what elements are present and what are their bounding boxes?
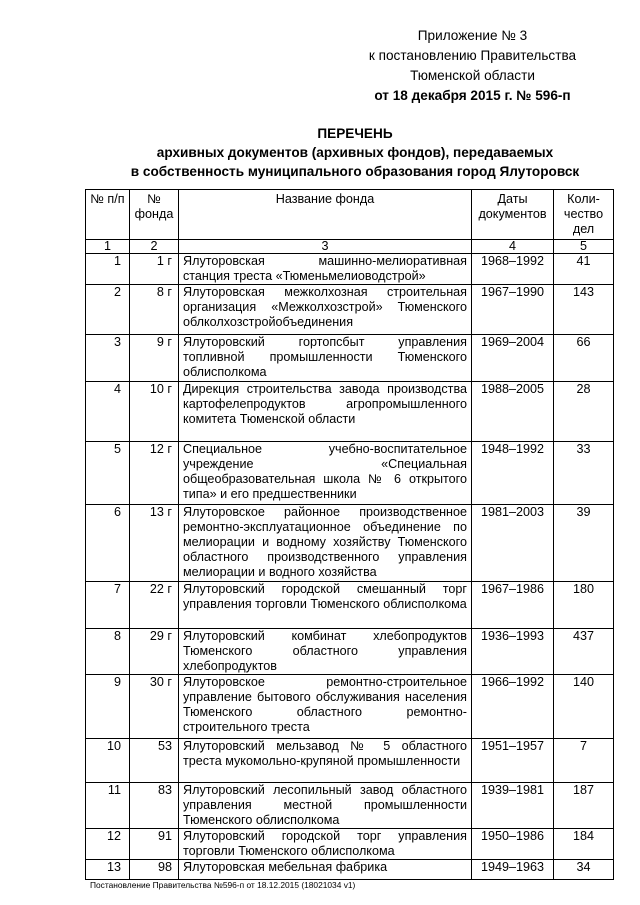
cell-cases: 187 <box>554 783 614 829</box>
table-row <box>86 505 614 582</box>
cell-cases: 28 <box>554 382 614 442</box>
table-row <box>86 629 614 675</box>
heading-line-2: архивных документов (архивных фондов), передаваемых <box>156 145 554 160</box>
cell-cases: 66 <box>554 335 614 382</box>
cell-name: Ялуторовское районное производственное ремонтно-эксплуатационное объединение по мелиорации и водному хозяйству Тюменского областного производственного управления мелиорации и водного хозяйства <box>179 505 472 582</box>
cell-num: 3 <box>86 335 130 382</box>
heading-title: ПЕРЕЧЕНЬ <box>317 126 393 141</box>
table-row <box>86 829 614 860</box>
col-number: 3 <box>179 240 472 254</box>
header-name: Название фонда <box>179 190 472 240</box>
cell-name: Ялуторовский комбинат хлебопродуктов Тюменского областного управления хлебопродуктов <box>179 629 472 675</box>
header-num: № п/п <box>86 190 130 240</box>
cell-num: 8 <box>86 629 130 675</box>
appendix-region: Тюменской области <box>410 68 535 83</box>
cell-dates: 1968–1992 <box>472 254 554 285</box>
cell-fond: 22 г <box>130 582 179 629</box>
cell-num: 12 <box>86 829 130 860</box>
header-cases: Коли-чество дел <box>554 190 614 240</box>
cell-fond: 98 <box>130 860 179 880</box>
table-row <box>86 285 614 335</box>
cell-cases: 39 <box>554 505 614 582</box>
cell-name: Ялуторовский городской смешанный торг управления торговли Тюменского облисполкома <box>179 582 472 629</box>
table-row <box>86 382 614 442</box>
footer-note: Постановление Правительства №596-п от 18.12.2015 (18021034 v1) <box>90 880 356 890</box>
table-row <box>86 739 614 783</box>
cell-cases: 34 <box>554 860 614 880</box>
table-row <box>86 860 614 880</box>
cell-cases: 7 <box>554 739 614 783</box>
table-column-numbers <box>86 240 614 254</box>
col-number: 2 <box>130 240 179 254</box>
cell-cases: 41 <box>554 254 614 285</box>
cell-dates: 1950–1986 <box>472 829 554 860</box>
cell-dates: 1981–2003 <box>472 505 554 582</box>
cell-dates: 1949–1963 <box>472 860 554 880</box>
cell-fond: 8 г <box>130 285 179 335</box>
cell-num: 13 <box>86 860 130 880</box>
cell-dates: 1939–1981 <box>472 783 554 829</box>
cell-num: 10 <box>86 739 130 783</box>
cell-cases: 143 <box>554 285 614 335</box>
cell-name: Ялуторовское ремонтно-строительное управление бытового обслуживания населения Тюменского областного ремонтно-строительного треста <box>179 675 472 739</box>
cell-num: 5 <box>86 442 130 505</box>
cell-num: 2 <box>86 285 130 335</box>
appendix-date: от 18 декабря 2015 г. № 596-п <box>374 88 571 103</box>
cell-dates: 1969–2004 <box>472 335 554 382</box>
cell-fond: 12 г <box>130 442 179 505</box>
cell-fond: 13 г <box>130 505 179 582</box>
table-header-row <box>86 190 614 240</box>
cell-num: 9 <box>86 675 130 739</box>
cell-fond: 9 г <box>130 335 179 382</box>
cell-fond: 29 г <box>130 629 179 675</box>
cell-name: Ялуторовский мельзавод № 5 областного треста мукомольно-крупяной промышленности <box>179 739 472 783</box>
table-row <box>86 254 614 285</box>
table-row <box>86 783 614 829</box>
table-row <box>86 582 614 629</box>
cell-dates: 1967–1986 <box>472 582 554 629</box>
col-number: 5 <box>554 240 614 254</box>
header-fond: № фонда <box>130 190 179 240</box>
cell-cases: 180 <box>554 582 614 629</box>
cell-dates: 1988–2005 <box>472 382 554 442</box>
col-number: 4 <box>472 240 554 254</box>
cell-name: Специальное учебно-воспитательное учреждение «Специальная общеобразовательная школа № 6 открытого типа» и его предшественники <box>179 442 472 505</box>
cell-fond: 53 <box>130 739 179 783</box>
appendix-resolution: к постановлению Правительства <box>368 48 577 63</box>
cell-cases: 140 <box>554 675 614 739</box>
cell-fond: 1 г <box>130 254 179 285</box>
cell-num: 7 <box>86 582 130 629</box>
document-heading <box>60 124 640 181</box>
cell-num: 6 <box>86 505 130 582</box>
appendix-block <box>330 26 615 106</box>
cell-fond: 10 г <box>130 382 179 442</box>
cell-dates: 1967–1990 <box>472 285 554 335</box>
cell-dates: 1936–1993 <box>472 629 554 675</box>
cell-cases: 184 <box>554 829 614 860</box>
cell-fond: 83 <box>130 783 179 829</box>
cell-fond: 91 <box>130 829 179 860</box>
archive-funds-table <box>85 189 614 880</box>
header-dates: Даты документов <box>472 190 554 240</box>
col-number: 1 <box>86 240 130 254</box>
cell-name: Ялуторовский лесопильный завод областного управления местной промышленности Тюменского облисполкома <box>179 783 472 829</box>
table-row <box>86 675 614 739</box>
appendix-number: Приложение № 3 <box>417 28 528 43</box>
cell-cases: 437 <box>554 629 614 675</box>
table-row <box>86 335 614 382</box>
cell-num: 1 <box>86 254 130 285</box>
cell-cases: 33 <box>554 442 614 505</box>
cell-name: Ялуторовский городской торг управления торговли Тюменского облисполкома <box>179 829 472 860</box>
cell-name: Ялуторовская межколхозная строительная организация «Межколхозстрой» Тюменского облколхозстройобъединения <box>179 285 472 335</box>
cell-name: Ялуторовская машинно-мелиоративная станция треста «Тюменьмелиоводстрой» <box>179 254 472 285</box>
heading-line-3: в собственность муниципального образования город Ялуторовск <box>130 164 580 179</box>
cell-name: Дирекция строительства завода производства картофелепродуктов агропромышленного комитета Тюменской области <box>179 382 472 442</box>
cell-num: 4 <box>86 382 130 442</box>
cell-fond: 30 г <box>130 675 179 739</box>
table-body <box>86 254 614 880</box>
table-row <box>86 442 614 505</box>
cell-name: Ялуторовская мебельная фабрика <box>179 860 472 880</box>
cell-dates: 1948–1992 <box>472 442 554 505</box>
cell-dates: 1951–1957 <box>472 739 554 783</box>
cell-num: 11 <box>86 783 130 829</box>
cell-dates: 1966–1992 <box>472 675 554 739</box>
cell-name: Ялуторовский гортопсбыт управления топливной промышленности Тюменского облисполкома <box>179 335 472 382</box>
